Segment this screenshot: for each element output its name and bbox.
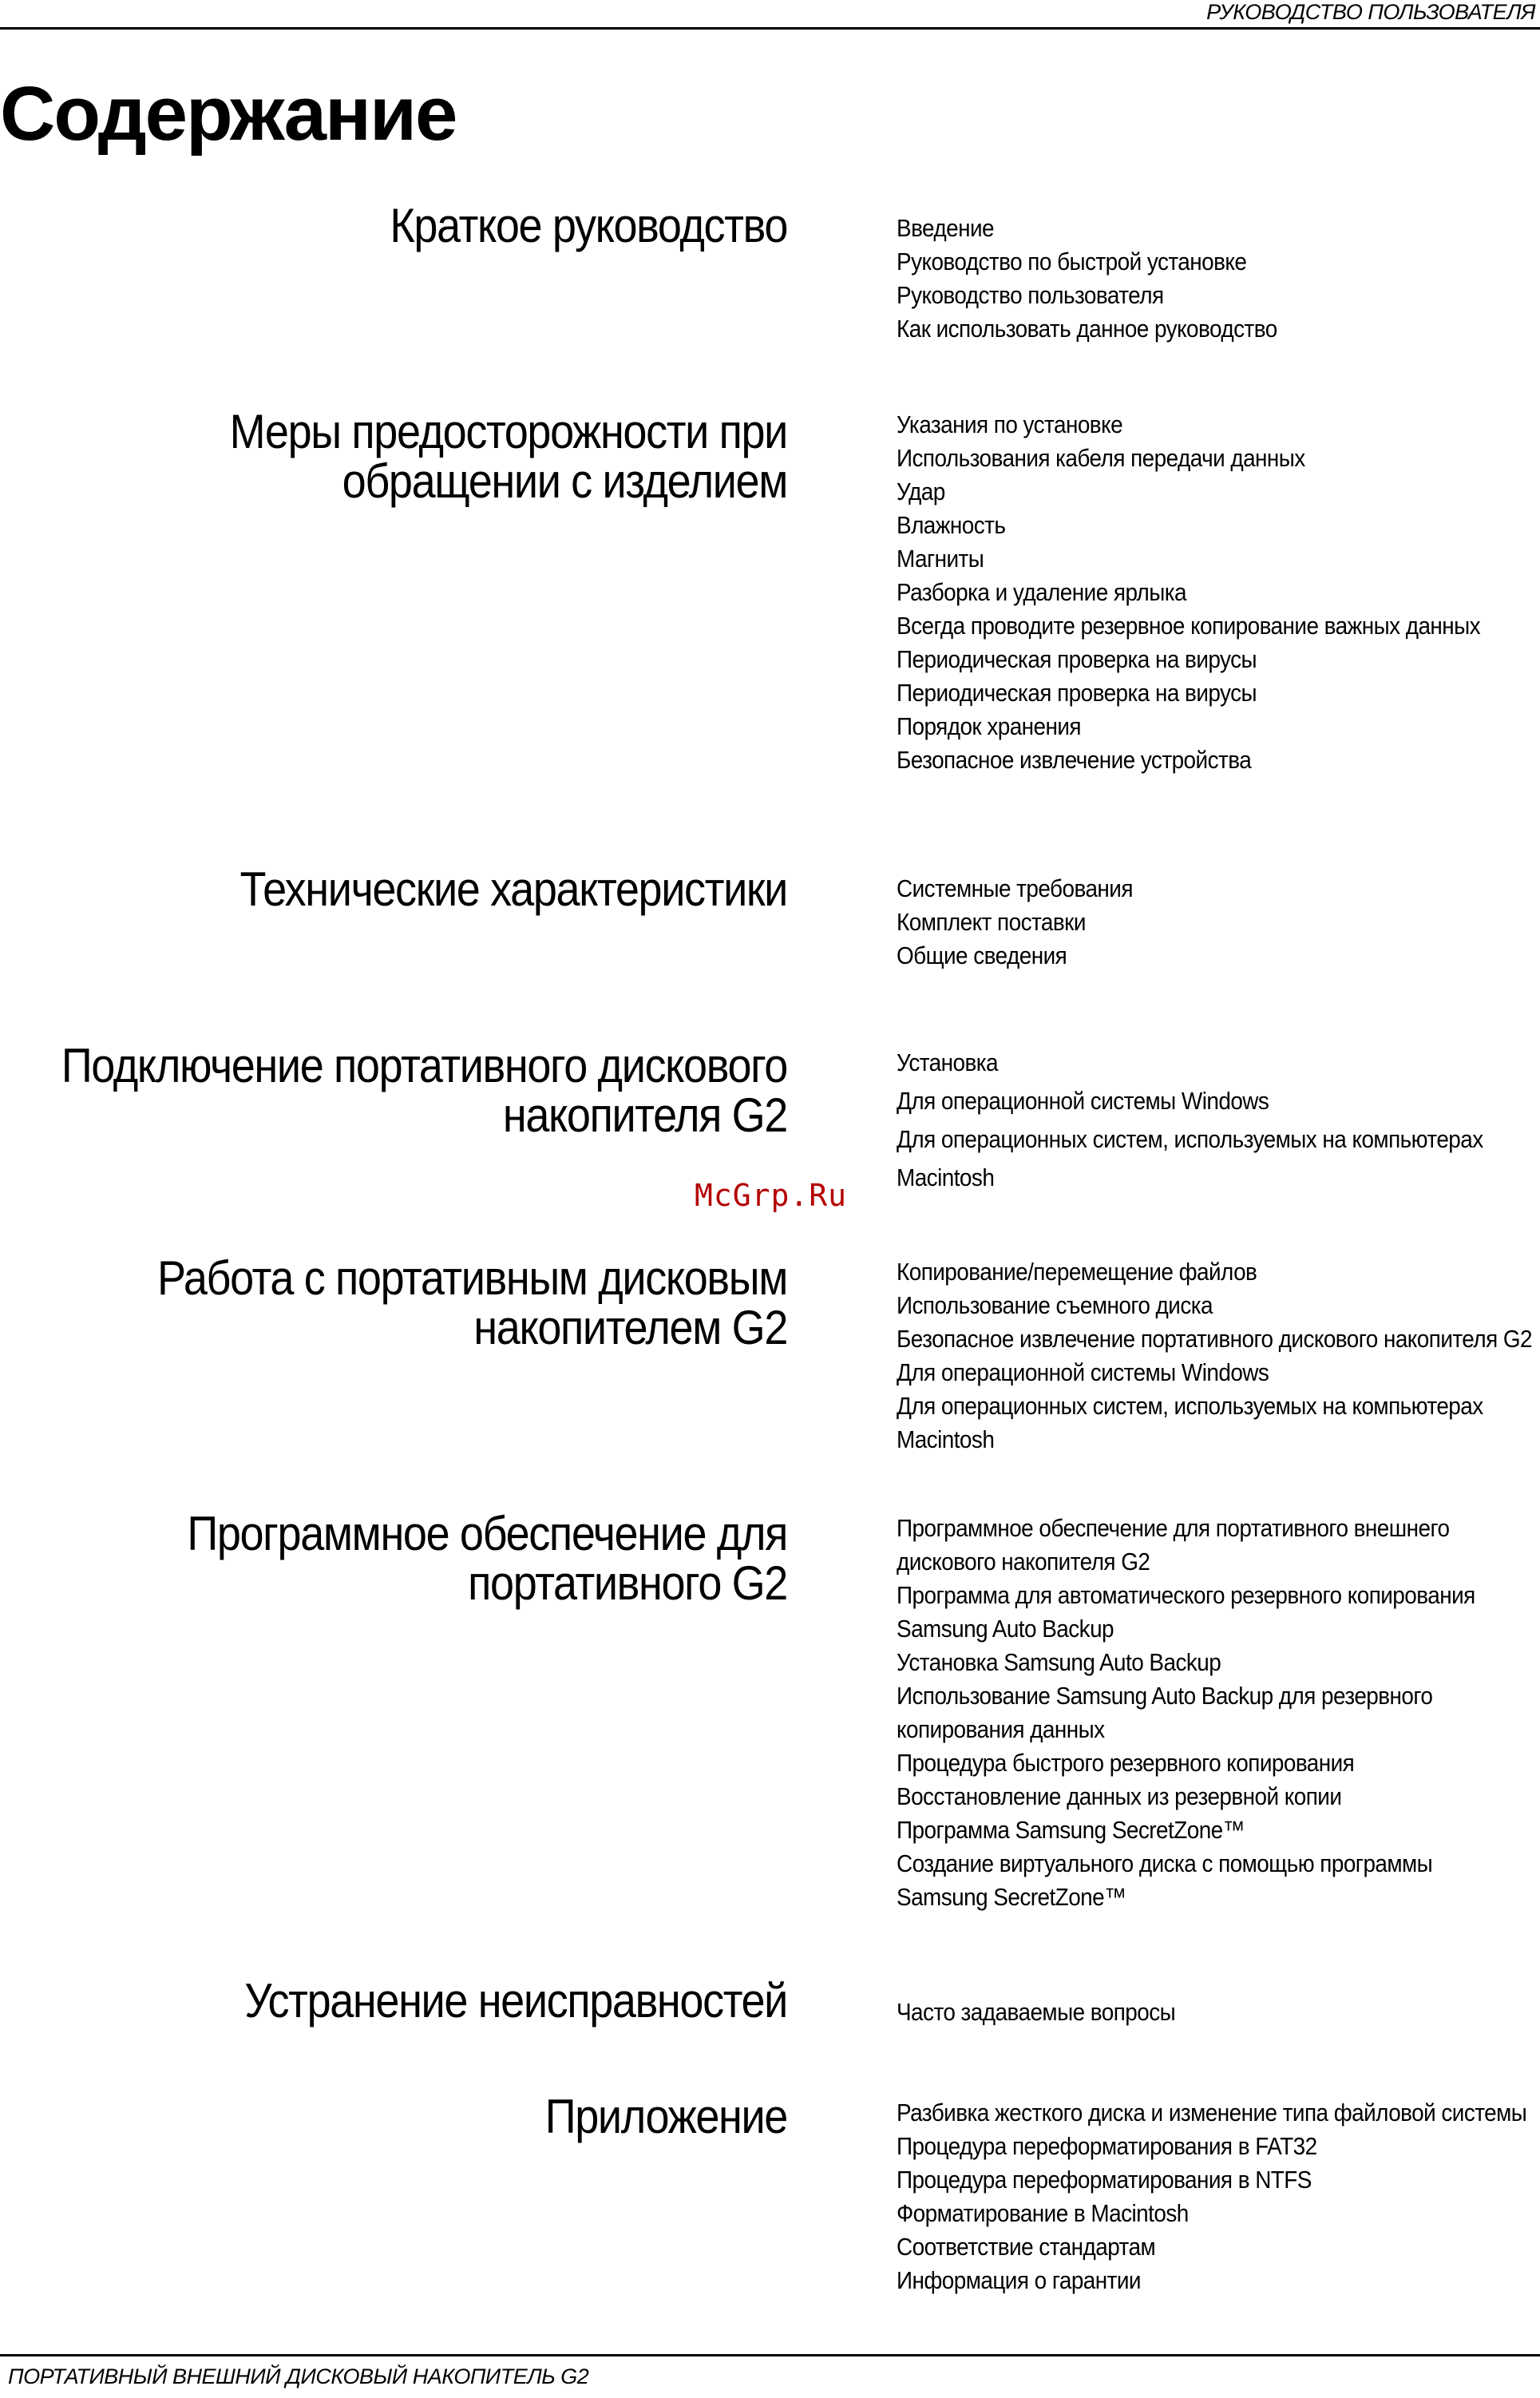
toc-entry[interactable]: Использования кабеля передачи данных (897, 444, 1305, 472)
section-title-working: Работа с портативным дисковым накопителем G2 (156, 1251, 787, 1354)
toc-entry[interactable]: Samsung SecretZone™ (897, 1883, 1126, 1911)
section-items-precautions (897, 408, 1481, 777)
section-items-quick-guide (897, 212, 1471, 346)
section-title-quick-guide: Краткое руководство (390, 199, 787, 252)
toc-entry[interactable]: Для операционных систем, используемых на компьютерах (897, 1392, 1483, 1420)
section-title-appendix: Приложение (544, 2090, 787, 2143)
toc-entry[interactable]: Для операционной системы Windows (897, 1087, 1269, 1115)
toc-entry[interactable]: Часто задаваемые вопросы (897, 1998, 1176, 2026)
toc-entry[interactable]: Установка Samsung Auto Backup (897, 1648, 1221, 1676)
toc-entry[interactable]: Форматирование в Macintosh (897, 2199, 1189, 2227)
toc-entry[interactable]: Создание виртуального диска с помощью программы (897, 1849, 1433, 1877)
toc-entry[interactable]: Для операционных систем, используемых на компьютерах (897, 1125, 1483, 1153)
toc-entry[interactable]: Введение (897, 214, 995, 242)
toc-entry[interactable]: Программа Samsung SecretZone™ (897, 1816, 1245, 1844)
toc-entry[interactable]: Указания по установке (897, 410, 1123, 438)
running-header: РУКОВОДСТВО ПОЛЬЗОВАТЕЛЯ (1206, 0, 1535, 24)
section-items-appendix (897, 2096, 1527, 2297)
toc-entry[interactable]: Программное обеспечение для портативного внешнего (897, 1514, 1450, 1542)
toc-entry[interactable]: Разборка и удаление ярлыка (897, 578, 1186, 606)
toc-entry[interactable]: Использование Samsung Auto Backup для резервного (897, 1682, 1433, 1710)
section-title-troubleshooting: Устранение неисправностей (244, 1974, 787, 2027)
toc-entry[interactable]: Разбивка жесткого диска и изменение типа файловой системы (897, 2099, 1527, 2126)
toc-entry[interactable]: Использование съемного диска (897, 1291, 1213, 1319)
toc-entry[interactable]: Порядок хранения (897, 712, 1082, 740)
toc-entry[interactable]: Безопасное извлечение портативного дискового накопителя G2 (897, 1325, 1533, 1353)
toc-entry[interactable]: Безопасное извлечение устройства (897, 746, 1252, 774)
toc-entry[interactable]: Восстановление данных из резервной копии (897, 1782, 1342, 1810)
section-items-connecting (897, 1044, 1483, 1197)
header-divider (0, 27, 1540, 30)
section-items-software (897, 1512, 1475, 1914)
section-title-specifications: Технические характеристики (240, 862, 787, 916)
page-title: Содержание (0, 71, 457, 157)
footer-divider (0, 2354, 1540, 2356)
toc-entry[interactable]: Для операционной системы Windows (897, 1358, 1269, 1386)
toc-entry[interactable]: Как использовать данное руководство (897, 315, 1277, 343)
running-footer: ПОРТАТИВНЫЙ ВНЕШНИЙ ДИСКОВЫЙ НАКОПИТЕЛЬ G2 (8, 2364, 589, 2388)
toc-entry[interactable]: Программа для автоматического резервного копирования (897, 1581, 1475, 1609)
toc-entry[interactable]: Установка (897, 1048, 999, 1076)
toc-entry[interactable]: Процедура быстрого резервного копирования (897, 1749, 1355, 1777)
toc-entry[interactable]: Общие сведения (897, 941, 1067, 969)
toc-entry[interactable]: дискового накопителя G2 (897, 1548, 1150, 1576)
section-title-precautions: Меры предосторожности при обращении с изделием (229, 405, 787, 508)
toc-entry[interactable]: Магниты (897, 545, 984, 573)
toc-entry[interactable]: Macintosh (897, 1425, 995, 1453)
toc-entry[interactable]: Удар (897, 478, 945, 505)
toc-entry[interactable]: Руководство пользователя (897, 281, 1164, 309)
toc-entry[interactable]: копирования данных (897, 1715, 1105, 1743)
toc-entry[interactable]: Периодическая проверка на вирусы (897, 645, 1257, 673)
section-items-specifications (897, 872, 1471, 973)
section-title-software: Программное обеспечение для портативного G2 (187, 1507, 787, 1610)
toc-entry[interactable]: Всегда проводите резервное копирование важных данных (897, 612, 1481, 640)
toc-entry[interactable]: Macintosh (897, 1163, 995, 1191)
section-items-troubleshooting (897, 1996, 1471, 2029)
toc-entry[interactable]: Руководство по быстрой установке (897, 248, 1247, 275)
toc-entry[interactable]: Samsung Auto Backup (897, 1615, 1114, 1643)
toc-entry[interactable]: Процедура переформатирования в FAT32 (897, 2132, 1317, 2160)
toc-entry[interactable]: Периодическая проверка на вирусы (897, 679, 1257, 707)
toc-entry[interactable]: Информация о гарантии (897, 2266, 1141, 2294)
section-title-connecting: Подключение портативного дискового накопителя G2 (61, 1039, 787, 1142)
section-items-working (897, 1255, 1533, 1457)
toc-entry[interactable]: Системные требования (897, 874, 1133, 902)
toc-entry[interactable]: Влажность (897, 511, 1006, 539)
toc-entry[interactable]: Комплект поставки (897, 908, 1086, 936)
toc-entry[interactable]: Копирование/перемещение файлов (897, 1258, 1257, 1286)
watermark: McGrp.Ru (695, 1178, 848, 1213)
toc-entry[interactable]: Соответствие стандартам (897, 2233, 1156, 2261)
toc-entry[interactable]: Процедура переформатирования в NTFS (897, 2166, 1312, 2194)
